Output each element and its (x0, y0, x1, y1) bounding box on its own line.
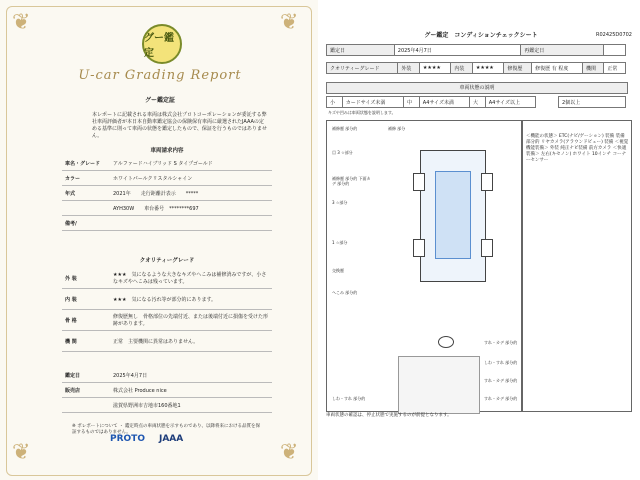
cell-value: 修復歴 有 程度 (532, 63, 583, 74)
sheet-code: R02425D0702 (596, 32, 632, 38)
row-value: 株式会社 Produce nice (110, 383, 272, 398)
row-value: 正常 主要機関に異常はありません。 (110, 331, 272, 352)
damage-label: へこみ 部分的 (332, 290, 358, 295)
row-value: ★★★ 気になる汚れ等が部分的にあります。 (110, 289, 272, 310)
row-value: 修復歴無し 骨格部位の先端付近、または後端付近に損傷を受けた形跡があります。 (110, 310, 272, 331)
intro-text: 本レポートに記載される車両は株式会社プロトコーポレーションが委託する弊社車両評価者が本日本自動車鑑定協会の保険保有車両に厳選されたJAAAの定める基準に則って車両の状態を鑑定したもので、保証を行うものではありません。 (92, 112, 267, 139)
row-key (62, 201, 110, 216)
count-table (558, 96, 626, 108)
table-row (327, 45, 626, 56)
report-notes: ※ ボレポートについて ・ 鑑定時点の車両状態を示すものであり、以降将来における品質を保証するものではありません。 (72, 424, 260, 435)
grading-certificate (0, 0, 318, 480)
row-key: 機 関 (62, 331, 110, 352)
cell-key: 機関 (582, 63, 603, 74)
corner-ornament-icon: ❦ (12, 440, 31, 465)
cell-value: ★★★★ (472, 63, 504, 74)
cell-key: 外装 (398, 63, 419, 74)
reg-label: 再鑑定日 (521, 45, 604, 56)
reg-value (604, 45, 626, 56)
row-key: 内 装 (62, 289, 110, 310)
damage-label: 補修 部分 (388, 126, 406, 131)
corner-ornament-icon: ❦ (12, 10, 31, 35)
damage-label: 3 ☆部分 (332, 200, 348, 205)
row-value (110, 216, 272, 231)
car-top-view (420, 150, 486, 282)
interior-label: すれ・カデ 部分的 (484, 378, 518, 383)
damage-label: 1 ☆部分 (332, 240, 348, 245)
steering-wheel-icon (438, 336, 454, 348)
table-row (62, 216, 272, 231)
jaaa-logo: JAAA (158, 434, 184, 444)
damage-label: 交換歴 (332, 268, 344, 273)
wheel-icon (413, 239, 425, 257)
table-row (62, 186, 272, 201)
size-cell: 大 (469, 97, 485, 108)
wheel-icon (481, 173, 493, 191)
table-row (62, 289, 272, 310)
sheet-title: グー鑑定 コンディションチェックシート (424, 32, 538, 39)
corner-ornament-icon: ❦ (280, 10, 299, 35)
badge-label: グー鑑定 (144, 33, 174, 59)
desc-title: 車両状態の説明 (326, 82, 628, 94)
logo-row (110, 434, 220, 444)
size-table (326, 96, 536, 108)
row-value: ホワイトパールクリスタルシャイン (110, 171, 272, 186)
cell-key: 修復歴 (504, 63, 532, 74)
interior-label: すれ・カデ 部分的 (484, 340, 518, 345)
row-key (62, 398, 110, 413)
grade-table (326, 62, 626, 74)
vehicle-section-title: 車両請求内容 (150, 148, 184, 154)
size-cell: カードサイズ未満 (342, 97, 403, 108)
table-row (62, 310, 272, 331)
legend-text: キズや凹みは車両状態を説明します。 (328, 110, 396, 115)
cell-value: 正常 (604, 63, 626, 74)
sheet-footer: 車両状態の確認は、停止状態で実施するのが前提となります。 (326, 413, 452, 418)
grade-table (62, 268, 272, 352)
proto-logo: PROTO (110, 434, 145, 444)
row-key: 販売店 (62, 383, 110, 398)
table-row (62, 268, 272, 289)
car-interior-view (398, 356, 480, 414)
damage-label: 目 3 ☆部分 (332, 150, 353, 155)
table-row (327, 97, 536, 108)
date-value: 2025年4月7日 (394, 45, 521, 56)
row-value: 2025年4月7日 (110, 368, 272, 383)
row-value: アルファードハイブリッド S タイプゴールド (110, 156, 272, 171)
report-title: U-car Grading Report (78, 68, 242, 83)
table-row (62, 201, 272, 216)
grade-section-title: クオリティーグレード (139, 258, 195, 264)
row-key: カラー (62, 171, 110, 186)
interior-label: しわ・すれ 部分的 (332, 396, 366, 401)
row-key: 鑑定日 (62, 368, 110, 383)
size-cell: 中 (404, 97, 420, 108)
row-key: 車名・グレード (62, 156, 110, 171)
options-text: ＜機能の状態＞ ETC(ナビ/ゲーション) 装備 装備 部分的 リヤカメラ(アラウンドビュー) 装備 ＜視覚機能装備＞ 外装 純正ナビ装備 前方カメラ ＜快適装備＞ 左右(キセノン) ホワイト 10インチ コーナーセンサー (526, 134, 629, 163)
table-row (62, 171, 272, 186)
table-row (62, 383, 272, 398)
corner-ornament-icon: ❦ (280, 440, 299, 465)
interior-label: しわ・すれ 部分的 (484, 360, 518, 365)
row-value: 2021年 走行距離計表示 ***** (110, 186, 272, 201)
count-value: 2個以上 (559, 97, 626, 108)
row-value: AYH30W 車台番号 ********697 (110, 201, 272, 216)
table-row (327, 63, 626, 74)
table-row (62, 398, 272, 413)
size-cell: 小 (327, 97, 343, 108)
damage-label: 補修歴 部分的 下面カデ 部分的 (332, 176, 371, 186)
row-key: 備考/ (62, 216, 110, 231)
cell-value: ★★★★ (419, 63, 451, 74)
certify-table (62, 368, 272, 413)
table-row (559, 97, 626, 108)
row-key: 外 装 (62, 268, 110, 289)
table-row (62, 331, 272, 352)
table-row (62, 156, 272, 171)
wheel-icon (413, 173, 425, 191)
goo-badge (142, 24, 182, 64)
interior-label: すれ・カデ 部分的 (484, 396, 518, 401)
condition-check-sheet (322, 0, 640, 480)
report-subtitle: グー鑑定証 (144, 97, 175, 104)
size-cell: A4サイズ以上 (485, 97, 535, 108)
vehicle-table (62, 156, 272, 231)
car-body (435, 171, 471, 259)
damage-label: 補修歴 部分的 (332, 126, 358, 131)
row-key: 年式 (62, 186, 110, 201)
date-table (326, 44, 626, 56)
grade-label: クオリティーグレード (327, 63, 398, 74)
size-cell: A4サイズ未満 (419, 97, 469, 108)
table-row (62, 368, 272, 383)
wheel-icon (481, 239, 493, 257)
row-key: 骨 格 (62, 310, 110, 331)
row-value: 滋賀県野洲市吉地市160番地1 (110, 398, 272, 413)
row-value: ★★★ 気になるような大きなキズやへこみは補修済みですが、小さなキズやへこみは残っています。 (110, 268, 272, 289)
date-label: 鑑定日 (327, 45, 395, 56)
cell-key: 内装 (451, 63, 472, 74)
